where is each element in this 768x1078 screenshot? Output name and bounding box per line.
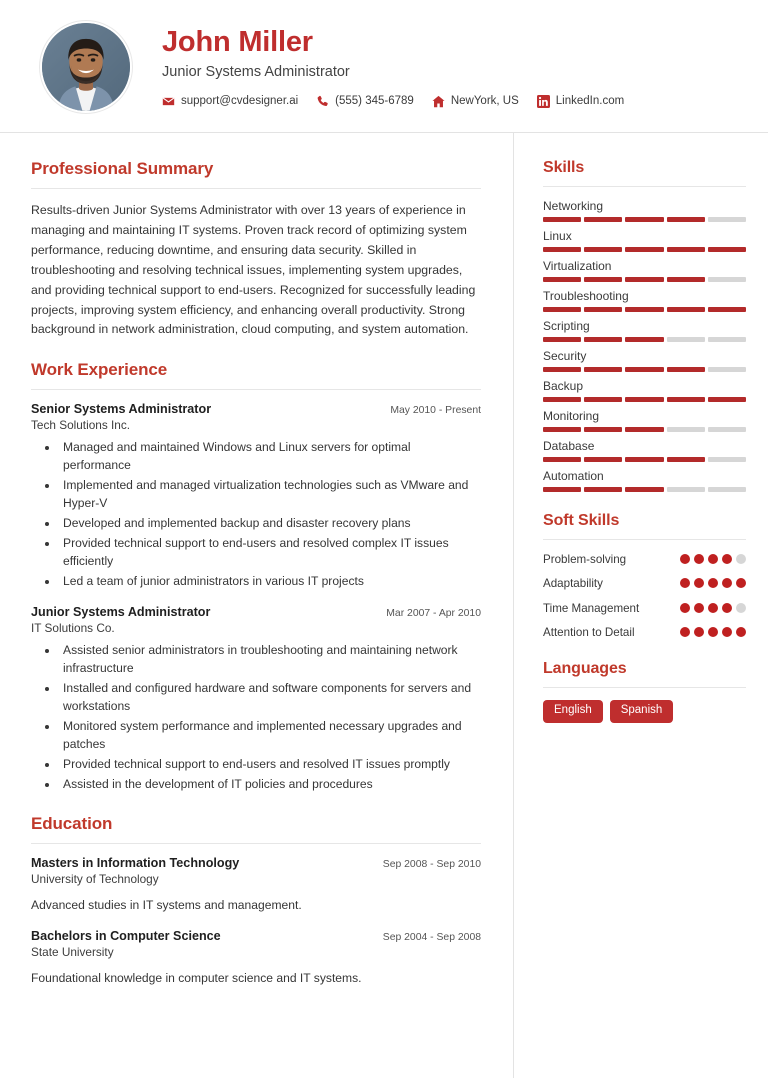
skill-level-bar — [543, 277, 746, 282]
soft-skill-rating — [680, 552, 746, 564]
rating-dot — [694, 578, 704, 588]
skill-level-segment — [625, 397, 663, 402]
skill-level-segment — [667, 277, 705, 282]
experience-entry — [31, 402, 481, 590]
languages-list — [543, 700, 746, 723]
job-role: Junior Systems Administrator — [31, 605, 211, 620]
entry-header — [31, 929, 481, 943]
responsibility-item: • Provided technical support to end-users and resolved IT issues promptly — [59, 756, 481, 774]
skill-label: Virtualization — [543, 259, 612, 273]
education-list — [31, 856, 481, 987]
skill-level-segment — [667, 397, 705, 402]
contact-linkedin-label: LinkedIn.com — [555, 95, 625, 108]
rating-dot — [736, 578, 746, 588]
soft-skill-label: Attention to Detail — [543, 625, 635, 639]
soft-skill-label: Time Management — [543, 601, 640, 615]
rating-dot — [694, 627, 704, 637]
envelope-icon — [162, 95, 175, 108]
section-skills — [543, 159, 746, 492]
contact-linkedin[interactable] — [537, 95, 624, 108]
skill-level-segment — [708, 337, 746, 342]
rating-dot — [708, 554, 718, 564]
skill-level-bar — [543, 217, 746, 222]
divider — [543, 687, 746, 688]
resume-header — [0, 0, 768, 133]
skill-level-segment — [584, 217, 622, 222]
divider — [543, 539, 746, 540]
school-name: State University — [31, 944, 114, 959]
responsibility-item: • Led a team of junior administrators in various IT projects — [59, 573, 481, 591]
rating-dot — [680, 554, 690, 564]
skill-item — [543, 379, 746, 402]
phone-icon — [316, 95, 329, 108]
rating-dot — [722, 578, 732, 588]
contact-email-label: support@cvdesigner.ai — [181, 95, 299, 108]
soft-skill-label: Problem-solving — [543, 553, 627, 566]
soft-skill-item — [543, 625, 746, 640]
resume-body — [0, 133, 768, 1078]
skill-level-segment — [667, 457, 705, 462]
skill-level-bar — [543, 367, 746, 372]
degree-name: Bachelors in Computer Science — [31, 928, 221, 943]
section-work-experience — [31, 360, 481, 793]
rating-dot — [736, 627, 746, 637]
skill-item — [543, 319, 746, 342]
entry-header — [31, 605, 481, 619]
skill-level-segment — [584, 427, 622, 432]
skill-label: Troubleshooting — [543, 289, 629, 303]
section-heading-skills: Skills — [543, 159, 585, 176]
entry-header — [31, 856, 481, 870]
soft-skill-item — [543, 552, 746, 567]
skill-item — [543, 439, 746, 462]
rating-dot — [708, 627, 718, 637]
contact-row — [162, 95, 624, 108]
soft-skill-label: Adaptability — [543, 577, 603, 591]
skill-level-segment — [543, 427, 581, 432]
degree-description: Foundational knowledge in computer science and IT systems. — [31, 970, 362, 985]
responsibility-item: • Implemented and managed virtualization technologies such as VMware and Hyper-V — [59, 477, 481, 513]
skill-level-segment — [584, 277, 622, 282]
skill-level-segment — [625, 367, 663, 372]
skill-level-segment — [625, 277, 663, 282]
skill-level-segment — [584, 337, 622, 342]
skill-item — [543, 289, 746, 312]
responsibility-item: • Assisted senior administrators in troubleshooting and maintaining network infrastructure — [59, 642, 481, 678]
responsibility-item: • Managed and maintained Windows and Linux servers for optimal performance — [59, 439, 481, 475]
skill-level-bar — [543, 397, 746, 402]
skill-label: Database — [543, 439, 595, 453]
skill-level-bar — [543, 247, 746, 252]
skill-level-segment — [543, 487, 581, 492]
soft-skill-rating — [680, 625, 746, 637]
language-chip: Spanish — [610, 700, 674, 723]
contact-phone[interactable] — [316, 95, 414, 108]
degree-date: Sep 2008 - Sep 2010 — [382, 858, 481, 870]
contact-phone-label: (555) 345-6789 — [335, 95, 414, 108]
soft-skills-list — [543, 552, 746, 640]
skill-item — [543, 349, 746, 372]
skill-item — [543, 259, 746, 282]
rating-dot — [722, 554, 732, 564]
linkedin-icon — [537, 95, 550, 108]
responsibility-item: • Monitored system performance and implemented necessary upgrades and patches — [59, 718, 481, 754]
job-role: Senior Systems Administrator — [31, 402, 212, 417]
company-name: Tech Solutions Inc. — [31, 418, 131, 433]
skill-level-segment — [708, 217, 746, 222]
responsibility-item: • Developed and implemented backup and disaster recovery plans — [59, 515, 481, 533]
skill-level-segment — [667, 337, 705, 342]
skill-level-bar — [543, 427, 746, 432]
education-entry — [31, 929, 481, 987]
sidebar-column — [513, 133, 768, 1078]
portrait-photo-icon — [42, 23, 130, 111]
skill-level-segment — [584, 457, 622, 462]
entry-header — [31, 402, 481, 416]
avatar — [40, 21, 132, 113]
skill-level-segment — [625, 457, 663, 462]
responsibility-item: • Installed and configured hardware and software components for servers and workstations — [59, 680, 481, 716]
rating-dot — [680, 627, 690, 637]
skill-level-segment — [708, 247, 746, 252]
divider — [543, 186, 746, 187]
section-heading-languages: Languages — [543, 660, 627, 678]
skill-level-segment — [667, 217, 705, 222]
skill-level-segment — [543, 367, 581, 372]
soft-skill-rating — [680, 601, 746, 613]
skill-level-segment — [543, 247, 581, 252]
job-title: Junior Systems Administrator — [162, 63, 350, 80]
section-heading-experience: Work Experience — [31, 360, 168, 380]
summary-text: Results-driven Junior Systems Administrator with over 13 years of experience in managing and maintaining IT systems. Proven track record of optimizing system performance, reducing downtime, and ensuring data security. Skilled in troubleshooting and resolving technical issues, implementing system upgrades, and providing technical support to end-users. Recognized for successfully leading projects, improving system efficiency, and enhancing overall productivity. Strong background in network administration, cloud computing, and system automation. — [31, 203, 476, 337]
skill-level-segment — [625, 217, 663, 222]
skill-level-segment — [584, 487, 622, 492]
responsibility-item: • Assisted in the development of IT policies and procedures — [59, 776, 481, 794]
skill-level-segment — [667, 367, 705, 372]
language-chip: English — [543, 700, 603, 723]
section-professional-summary — [31, 159, 481, 340]
rating-dot — [722, 603, 732, 613]
skill-level-segment — [708, 427, 746, 432]
skills-list — [543, 199, 746, 492]
experience-list — [31, 402, 481, 793]
skill-level-segment — [625, 247, 663, 252]
divider — [31, 188, 481, 189]
skill-item — [543, 229, 746, 252]
contact-email[interactable] — [162, 95, 298, 108]
soft-skill-item — [543, 576, 746, 591]
divider — [31, 843, 481, 844]
skill-label: Automation — [543, 469, 604, 483]
skill-level-segment — [584, 307, 622, 312]
degree-date: Sep 2004 - Sep 2008 — [382, 931, 481, 943]
soft-skill-rating — [680, 576, 746, 588]
skill-level-segment — [625, 427, 663, 432]
skill-level-segment — [667, 487, 705, 492]
responsibility-list — [31, 439, 481, 590]
skill-level-segment — [543, 277, 581, 282]
home-icon — [432, 95, 445, 108]
skill-level-segment — [543, 217, 581, 222]
skill-level-segment — [667, 247, 705, 252]
skill-level-segment — [543, 457, 581, 462]
skill-level-bar — [543, 457, 746, 462]
skill-level-segment — [625, 487, 663, 492]
contact-location — [432, 95, 519, 108]
skill-level-segment — [667, 307, 705, 312]
rating-dot — [708, 578, 718, 588]
skill-label: Scripting — [543, 319, 590, 333]
rating-dot — [708, 603, 718, 613]
skill-level-bar — [543, 487, 746, 492]
main-column — [0, 133, 513, 1078]
responsibility-item: • Provided technical support to end-users and resolved complex IT issues efficiently — [59, 535, 481, 571]
skill-label: Networking — [543, 199, 604, 213]
skill-item — [543, 409, 746, 432]
skill-level-bar — [543, 337, 746, 342]
divider — [31, 389, 481, 390]
contact-location-label: NewYork, US — [450, 95, 519, 108]
soft-skill-item — [543, 601, 746, 616]
section-soft-skills — [543, 512, 746, 640]
rating-dot — [680, 578, 690, 588]
education-entry — [31, 856, 481, 914]
responsibility-list — [31, 642, 481, 793]
skill-level-segment — [708, 457, 746, 462]
header-text-block — [162, 26, 624, 107]
section-education — [31, 814, 481, 987]
section-heading-soft-skills: Soft Skills — [543, 512, 620, 529]
degree-name: Masters in Information Technology — [31, 855, 240, 870]
section-heading-education: Education — [31, 813, 113, 833]
skill-label: Backup — [543, 379, 584, 393]
skill-level-segment — [625, 337, 663, 342]
skill-level-segment — [708, 487, 746, 492]
skill-level-segment — [708, 397, 746, 402]
skill-level-segment — [584, 247, 622, 252]
rating-dot — [736, 554, 746, 564]
page-title: John Miller — [162, 26, 313, 59]
skill-label: Security — [543, 349, 587, 363]
rating-dot — [694, 603, 704, 613]
skill-level-segment — [667, 427, 705, 432]
rating-dot — [694, 554, 704, 564]
job-date: Mar 2007 - Apr 2010 — [386, 608, 481, 620]
skill-level-segment — [708, 367, 746, 372]
rating-dot — [722, 627, 732, 637]
rating-dot — [736, 603, 746, 613]
skill-item — [543, 469, 746, 492]
skill-label: Monitoring — [543, 409, 600, 423]
skill-level-bar — [543, 307, 746, 312]
rating-dot — [680, 603, 690, 613]
skill-level-segment — [543, 397, 581, 402]
skill-level-segment — [543, 307, 581, 312]
section-heading-summary: Professional Summary — [31, 159, 214, 178]
school-name: University of Technology — [31, 871, 159, 886]
skill-level-segment — [625, 307, 663, 312]
job-date: May 2010 - Present — [390, 405, 481, 417]
company-name: IT Solutions Co. — [31, 621, 115, 636]
skill-label: Linux — [543, 229, 572, 243]
section-languages — [543, 660, 746, 723]
skill-level-segment — [708, 307, 746, 312]
skill-level-segment — [584, 367, 622, 372]
skill-level-segment — [708, 277, 746, 282]
skill-level-segment — [543, 337, 581, 342]
experience-entry — [31, 605, 481, 793]
degree-description: Advanced studies in IT systems and management. — [31, 897, 302, 912]
skill-item — [543, 199, 746, 222]
skill-level-segment — [584, 397, 622, 402]
